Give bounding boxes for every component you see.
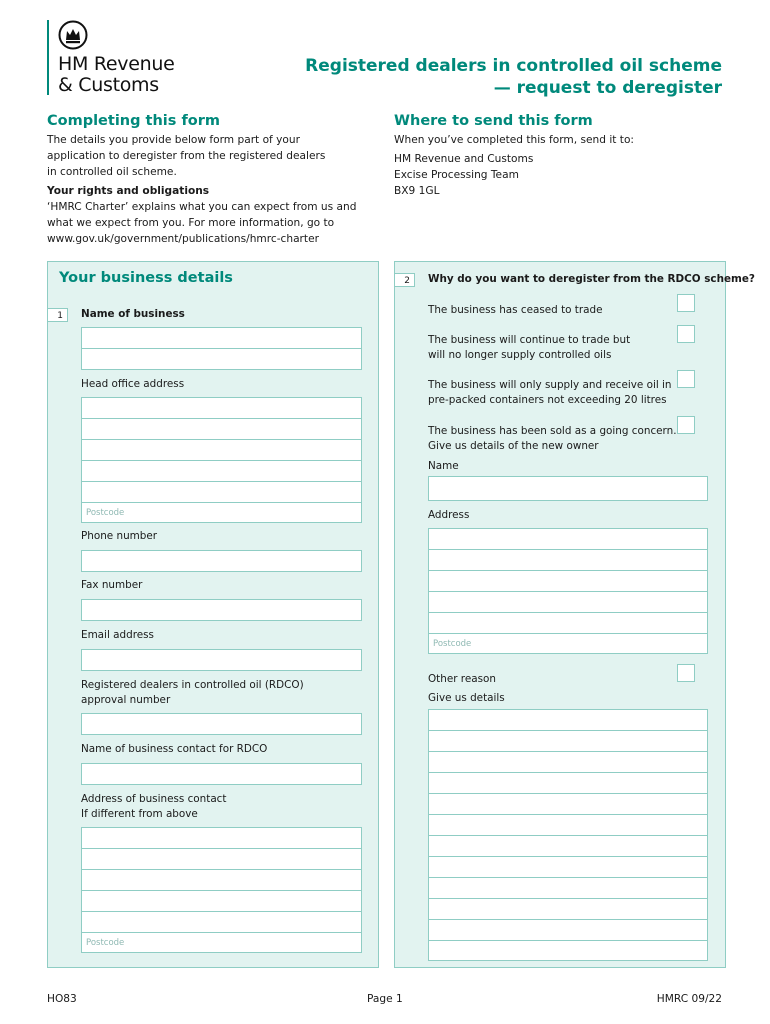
other-reason-checkbox[interactable]	[677, 664, 695, 682]
crown-crest-icon	[58, 20, 88, 50]
option-sold-label	[428, 424, 677, 454]
option-no-controlled-oils-checkbox[interactable]	[677, 325, 695, 343]
question-number: 1	[48, 308, 68, 322]
title-line-2: — request to deregister	[493, 78, 722, 98]
postcode-placeholder: Postcode	[86, 508, 125, 518]
business-name-label: Name of business	[81, 308, 185, 320]
option-line: Give us details of the new owner	[428, 440, 599, 452]
option-no-controlled-oils-label	[428, 333, 630, 363]
rdco-label-line: approval number	[81, 694, 171, 706]
logo-bar	[47, 20, 49, 95]
send-heading: Where to send this form	[394, 113, 593, 129]
option-line: The business has been sold as a going concern.	[428, 425, 677, 437]
rights-line: ‘HMRC Charter’ explains what you can expect from us and	[47, 201, 357, 213]
business-name-input[interactable]	[81, 327, 362, 370]
owner-name-input[interactable]	[428, 476, 708, 501]
business-heading: Your business details	[59, 270, 233, 286]
option-line: The business will only supply and receive oil in	[428, 379, 672, 391]
owner-name-label: Name	[428, 460, 459, 472]
option-pre-packed-label	[428, 378, 672, 408]
option-ceased-trading-checkbox[interactable]	[677, 294, 695, 312]
send-address-line: HM Revenue and Customs	[394, 153, 534, 165]
contact-name-input[interactable]	[81, 763, 362, 785]
page-number: Page 1	[367, 993, 403, 1005]
email-label: Email address	[81, 629, 154, 641]
contact-address-hint: If different from above	[81, 808, 198, 820]
rights-line: what we expect from you. For more information, go to	[47, 217, 335, 229]
rdco-approval-input[interactable]	[81, 713, 362, 735]
other-details-input[interactable]	[428, 709, 708, 961]
rdco-label	[81, 678, 304, 708]
option-pre-packed-checkbox[interactable]	[677, 370, 695, 388]
phone-input[interactable]	[81, 550, 362, 572]
fax-input[interactable]	[81, 599, 362, 621]
contact-name-label: Name of business contact for RDCO	[81, 743, 268, 755]
option-line: will no longer supply controlled oils	[428, 349, 612, 361]
option-sold-checkbox[interactable]	[677, 416, 695, 434]
owner-address-label: Address	[428, 509, 470, 521]
phone-label: Phone number	[81, 530, 158, 542]
other-reason-label: Other reason	[428, 673, 496, 685]
fax-label: Fax number	[81, 579, 143, 591]
charter-link[interactable]: www.gov.uk/government/publications/hmrc-charter	[47, 233, 319, 245]
send-intro: When you’ve completed this form, send it to:	[394, 134, 634, 146]
org-line-2: & Customs	[58, 74, 159, 96]
contact-address-input[interactable]	[81, 827, 362, 953]
option-line: The business will continue to trade but	[428, 334, 631, 346]
intro-line: application to deregister from the registered dealers	[47, 150, 326, 162]
send-section	[394, 113, 724, 199]
intro-line: The details you provide below form part of your	[47, 134, 300, 146]
intro-line: in controlled oil scheme.	[47, 166, 177, 178]
form-version: HMRC 09/22	[656, 993, 722, 1005]
deregister-question: Why do you want to deregister from the RDCO scheme?	[428, 273, 755, 285]
intro-section	[47, 113, 367, 247]
rdco-label-line: Registered dealers in controlled oil (RDCO)	[81, 679, 304, 691]
page-title	[305, 55, 722, 99]
other-details-label: Give us details	[428, 692, 505, 704]
owner-address-input[interactable]	[428, 528, 708, 654]
org-name	[58, 54, 174, 96]
contact-address-label	[81, 792, 226, 822]
rights-heading: Your rights and obligations	[47, 185, 210, 197]
org-line-1: HM Revenue	[58, 53, 175, 75]
postcode-placeholder: Postcode	[433, 639, 472, 649]
send-address-line: Excise Processing Team	[394, 169, 519, 181]
form-code: HO83	[47, 993, 77, 1005]
head-office-label: Head office address	[81, 378, 185, 390]
contact-address-title: Address of business contact	[81, 793, 227, 805]
send-address-line: BX9 1GL	[394, 185, 440, 197]
option-line: pre-packed containers not exceeding 20 litres	[428, 394, 667, 406]
question-number: 2	[395, 273, 415, 287]
head-office-address-input[interactable]	[81, 397, 362, 523]
title-line-1: Registered dealers in controlled oil scheme	[305, 56, 722, 76]
email-input[interactable]	[81, 649, 362, 671]
postcode-placeholder: Postcode	[86, 938, 125, 948]
option-ceased-trading-label: The business has ceased to trade	[428, 304, 603, 316]
intro-heading: Completing this form	[47, 113, 220, 129]
